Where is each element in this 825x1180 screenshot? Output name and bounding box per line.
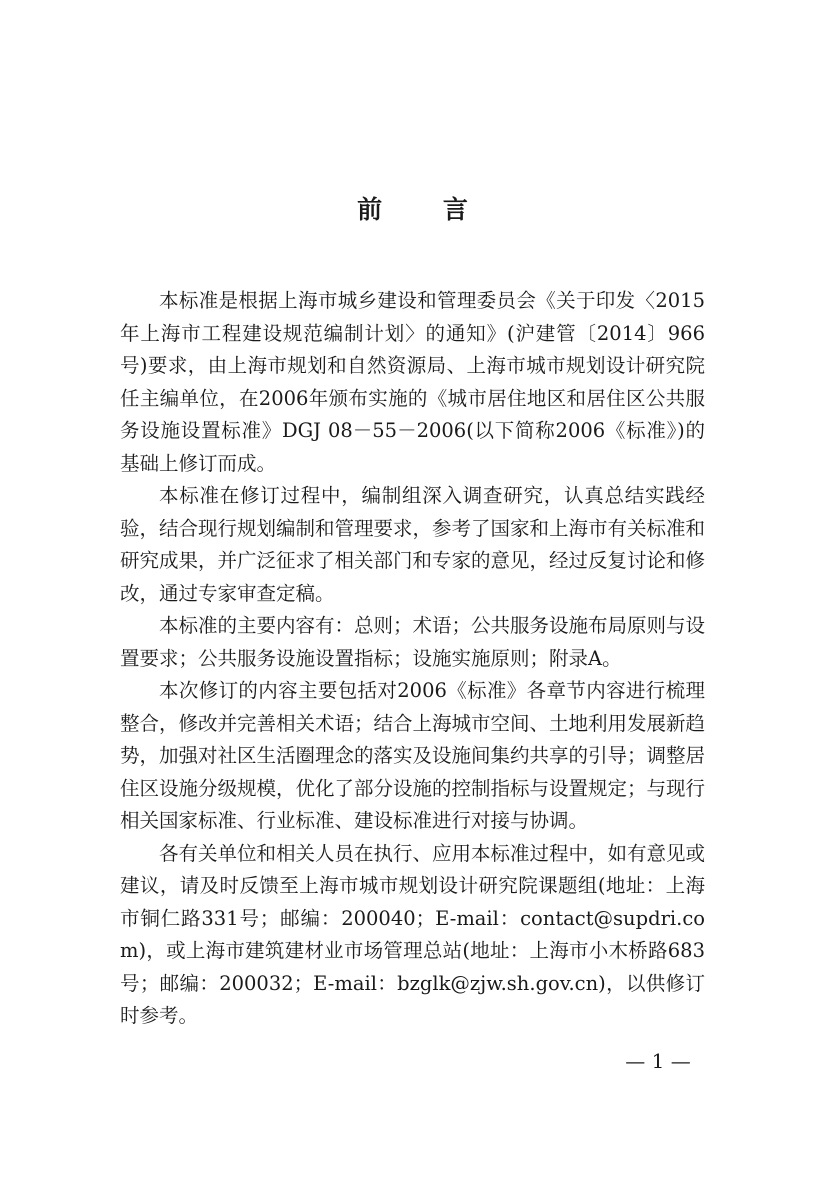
page-title: 前 言 bbox=[357, 195, 494, 224]
paragraph-main-contents: 本标准的主要内容有：总则；术语；公共服务设施布局原则与设置要求；公共服务设施设置指标；设施实施原则；附录A。 bbox=[120, 614, 706, 670]
page-number: — 1 — bbox=[625, 1049, 691, 1073]
paragraph-revision-contents: 本次修订的内容主要包括对2006《标准》各章节内容进行梳理整合，修改并完善相关术语；结合上海城市空间、土地利用发展新趋势，加强对社区生活圈理念的落实及设施间集约共享的引导；调整居住区设施分级规模，优化了部分设施的控制指标与设置规定；与现行相关国家标准、行业标准、建设标准进行对接与协调。 bbox=[120, 679, 706, 832]
paragraph-basis: 本标准是根据上海市城乡建设和管理委员会《关于印发〈2015年上海市工程建设规范编制计划〉的通知》(沪建管〔2014〕966号)要求，由上海市规划和自然资源局、上海市城市规划设计研究院任主编单位，在2006年颁布实施的《城市居住地区和居住区公共服务设施设置标准》DGJ 08－55－2006(以下简称2006《标准》)的基础上修订而成。 bbox=[120, 289, 705, 475]
paragraph-feedback-contact: 各有关单位和相关人员在执行、应用本标准过程中，如有意见或建议，请及时反馈至上海市城市规划设计研究院课题组(地址：上海市铜仁路331号；邮编：200040；E-mail：contact@supdri.com)，或上海市建筑建材业市场管理总站(地址：上海市小木桥路683号；邮编：200032；E-mail：bzglk@zjw.sh.gov.cn)，以供修订时参考。 bbox=[120, 841, 706, 1027]
paragraph-revision-process: 本标准在修订过程中，编制组深入调查研究，认真总结实践经验，结合现行规划编制和管理要求，参考了国家和上海市有关标准和研究成果，并广泛征求了相关部门和专家的意见，经过反复讨论和修改，通过专家审查定稿。 bbox=[120, 484, 706, 605]
body-text bbox=[120, 285, 705, 1033]
